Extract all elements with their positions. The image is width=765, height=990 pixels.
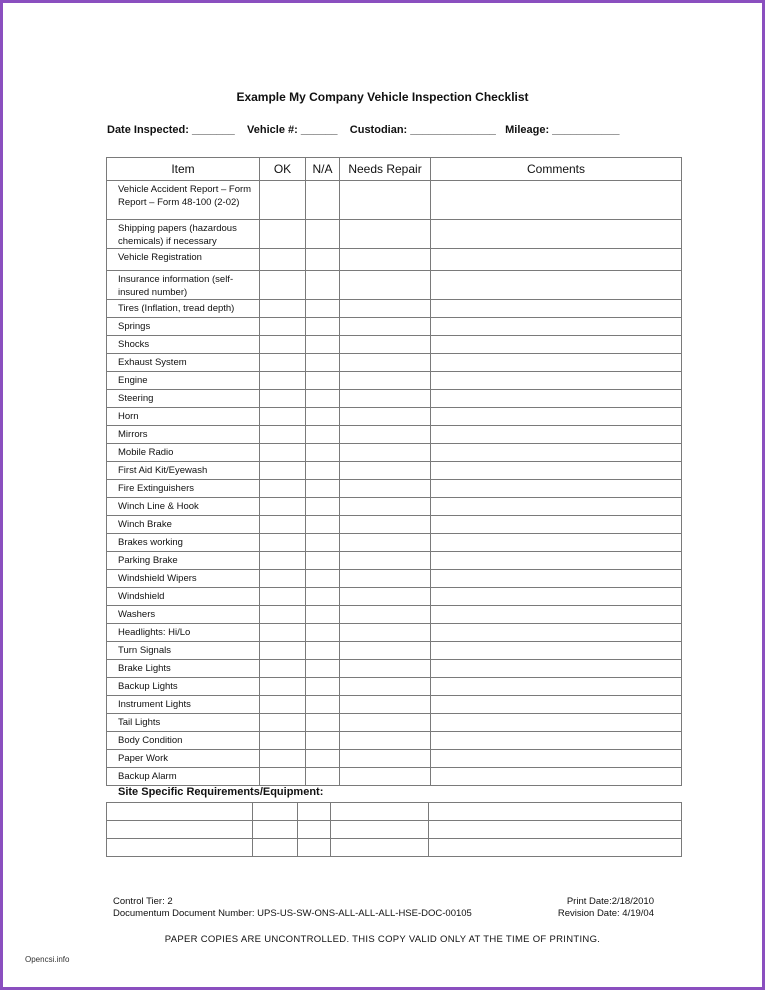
table-row — [107, 696, 682, 714]
table-row — [107, 606, 682, 624]
table-row — [107, 642, 682, 660]
table-row — [107, 588, 682, 606]
needs-repair-cell[interactable] — [340, 462, 431, 480]
revision-date: Revision Date: 4/19/04 — [557, 908, 654, 919]
na-cell[interactable] — [306, 588, 340, 606]
print-date: Print Date:2/18/2010 — [566, 896, 654, 907]
table-row — [107, 220, 682, 249]
inspection-item-label: Tires (Inflation, tread depth) — [107, 300, 260, 318]
needs-repair-cell[interactable] — [340, 220, 431, 249]
site-requirements-label: Site Specific Requirements/Equipment: — [118, 786, 324, 798]
table-row — [107, 570, 682, 588]
comments-cell[interactable] — [431, 606, 682, 624]
inspection-item-label: Instrument Lights — [107, 696, 260, 714]
na-cell[interactable] — [306, 768, 340, 786]
needs-repair-cell[interactable] — [340, 300, 431, 318]
table-row — [107, 678, 682, 696]
ok-cell[interactable] — [260, 696, 306, 714]
inspection-item-label: Shocks — [107, 336, 260, 354]
na-cell[interactable] — [306, 220, 340, 249]
na-cell[interactable] — [306, 462, 340, 480]
comments-cell[interactable] — [431, 624, 682, 642]
needs-repair-cell[interactable] — [340, 372, 431, 390]
needs-repair-cell[interactable] — [340, 516, 431, 534]
na-cell[interactable] — [306, 390, 340, 408]
comments-cell[interactable] — [431, 660, 682, 678]
needs-repair-cell[interactable] — [340, 354, 431, 372]
table-header-row — [107, 158, 682, 181]
ok-cell[interactable] — [260, 480, 306, 498]
ok-cell[interactable] — [260, 498, 306, 516]
table-row — [107, 426, 682, 444]
ok-cell[interactable] — [260, 372, 306, 390]
na-cell[interactable] — [306, 552, 340, 570]
ok-cell[interactable] — [260, 181, 306, 220]
na-cell[interactable] — [306, 696, 340, 714]
ok-cell[interactable] — [260, 220, 306, 249]
inspection-item-label: Paper Work — [107, 750, 260, 768]
na-cell[interactable] — [306, 480, 340, 498]
site-cell[interactable] — [253, 803, 298, 821]
table-row — [107, 516, 682, 534]
inspection-item-label: Backup Alarm — [107, 768, 260, 786]
date-inspected-field: Date Inspected: _______ — [107, 124, 235, 136]
inspection-item-label: Headlights: Hi/Lo — [107, 624, 260, 642]
na-cell[interactable] — [306, 660, 340, 678]
inspection-item-label: Vehicle Accident Report – Form Report – Form 48-100 (2-02) — [107, 181, 260, 220]
needs-repair-cell[interactable] — [340, 336, 431, 354]
inspection-item-label: Springs — [107, 318, 260, 336]
inspection-item-label: First Aid Kit/Eyewash — [107, 462, 260, 480]
comments-cell[interactable] — [431, 426, 682, 444]
column-header-item: Item — [107, 158, 260, 181]
footer-right — [558, 896, 654, 920]
needs-repair-cell[interactable] — [340, 444, 431, 462]
na-cell[interactable] — [306, 570, 340, 588]
ok-cell[interactable] — [260, 249, 306, 271]
site-row — [107, 803, 682, 821]
table-row — [107, 714, 682, 732]
ok-cell[interactable] — [260, 678, 306, 696]
comments-cell[interactable] — [431, 588, 682, 606]
site-cell[interactable] — [331, 821, 429, 839]
needs-repair-cell[interactable] — [340, 606, 431, 624]
inspection-item-label: Fire Extinguishers — [107, 480, 260, 498]
site-cell[interactable] — [429, 821, 682, 839]
ok-cell[interactable] — [260, 318, 306, 336]
comments-cell[interactable] — [431, 678, 682, 696]
needs-repair-cell[interactable] — [340, 408, 431, 426]
table-row — [107, 660, 682, 678]
ok-cell[interactable] — [260, 426, 306, 444]
needs-repair-cell[interactable] — [340, 624, 431, 642]
na-cell[interactable] — [306, 714, 340, 732]
needs-repair-cell[interactable] — [340, 249, 431, 271]
na-cell[interactable] — [306, 336, 340, 354]
site-row — [107, 821, 682, 839]
ok-cell[interactable] — [260, 336, 306, 354]
table-row — [107, 249, 682, 271]
comments-cell[interactable] — [431, 462, 682, 480]
inspection-item-label: Brakes working — [107, 534, 260, 552]
table-row — [107, 181, 682, 220]
inspection-item-label: Tail Lights — [107, 714, 260, 732]
vehicle-number-field: Vehicle #: ______ — [247, 124, 338, 136]
na-cell[interactable] — [306, 534, 340, 552]
ok-cell[interactable] — [260, 516, 306, 534]
ok-cell[interactable] — [260, 642, 306, 660]
ok-cell[interactable] — [260, 462, 306, 480]
inspection-item-label: Windshield — [107, 588, 260, 606]
mileage-field: Mileage: ___________ — [505, 124, 620, 136]
na-cell[interactable] — [306, 249, 340, 271]
site-cell[interactable] — [107, 803, 253, 821]
na-cell[interactable] — [306, 444, 340, 462]
needs-repair-cell[interactable] — [340, 426, 431, 444]
site-cell[interactable] — [253, 839, 298, 857]
na-cell[interactable] — [306, 318, 340, 336]
inspection-item-label: Mobile Radio — [107, 444, 260, 462]
ok-cell[interactable] — [260, 552, 306, 570]
ok-cell[interactable] — [260, 750, 306, 768]
inspection-item-label: Horn — [107, 408, 260, 426]
na-cell[interactable] — [306, 271, 340, 300]
column-header-comments: Comments — [431, 158, 682, 181]
table-row — [107, 271, 682, 300]
comments-cell[interactable] — [431, 642, 682, 660]
table-row — [107, 624, 682, 642]
comments-cell[interactable] — [431, 768, 682, 786]
ok-cell[interactable] — [260, 354, 306, 372]
needs-repair-cell[interactable] — [340, 732, 431, 750]
inspection-item-label: Washers — [107, 606, 260, 624]
needs-repair-cell[interactable] — [340, 660, 431, 678]
table-row — [107, 390, 682, 408]
comments-cell[interactable] — [431, 390, 682, 408]
needs-repair-cell[interactable] — [340, 588, 431, 606]
ok-cell[interactable] — [260, 271, 306, 300]
inspection-item-label: Exhaust System — [107, 354, 260, 372]
needs-repair-cell[interactable] — [340, 181, 431, 220]
ok-cell[interactable] — [260, 300, 306, 318]
inspection-item-label: Engine — [107, 372, 260, 390]
table-row — [107, 444, 682, 462]
table-row — [107, 768, 682, 786]
comments-cell[interactable] — [431, 714, 682, 732]
na-cell[interactable] — [306, 750, 340, 768]
comments-cell[interactable] — [431, 444, 682, 462]
comments-cell[interactable] — [431, 552, 682, 570]
comments-cell[interactable] — [431, 249, 682, 271]
na-cell[interactable] — [306, 498, 340, 516]
inspection-rows — [107, 181, 682, 786]
na-cell[interactable] — [306, 606, 340, 624]
source-watermark: Opencsi.info — [25, 955, 70, 964]
ok-cell[interactable] — [260, 444, 306, 462]
na-cell[interactable] — [306, 354, 340, 372]
table-row — [107, 498, 682, 516]
na-cell[interactable] — [306, 300, 340, 318]
table-row — [107, 480, 682, 498]
comments-cell[interactable] — [431, 516, 682, 534]
site-cell[interactable] — [298, 821, 331, 839]
inspection-item-label: Turn Signals — [107, 642, 260, 660]
inspection-item-label: Winch Line & Hook — [107, 498, 260, 516]
inspection-item-label: Parking Brake — [107, 552, 260, 570]
needs-repair-cell[interactable] — [340, 696, 431, 714]
needs-repair-cell[interactable] — [340, 271, 431, 300]
na-cell[interactable] — [306, 624, 340, 642]
comments-cell[interactable] — [431, 732, 682, 750]
na-cell[interactable] — [306, 426, 340, 444]
site-cell[interactable] — [331, 803, 429, 821]
inspection-item-label: Body Condition — [107, 732, 260, 750]
table-row — [107, 336, 682, 354]
inspection-item-label: Brake Lights — [107, 660, 260, 678]
comments-cell[interactable] — [431, 570, 682, 588]
comments-cell[interactable] — [431, 696, 682, 714]
ok-cell[interactable] — [260, 606, 306, 624]
needs-repair-cell[interactable] — [340, 750, 431, 768]
needs-repair-cell[interactable] — [340, 714, 431, 732]
table-row — [107, 408, 682, 426]
ok-cell[interactable] — [260, 768, 306, 786]
ok-cell[interactable] — [260, 624, 306, 642]
ok-cell[interactable] — [260, 588, 306, 606]
table-row — [107, 462, 682, 480]
needs-repair-cell[interactable] — [340, 534, 431, 552]
column-header-na: N/A — [306, 158, 340, 181]
needs-repair-cell[interactable] — [340, 318, 431, 336]
needs-repair-cell[interactable] — [340, 552, 431, 570]
table-row — [107, 372, 682, 390]
comments-cell[interactable] — [431, 271, 682, 300]
document-number: Documentum Document Number: UPS-US-SW-ONS-ALL-ALL-ALL-HSE-DOC-00105 — [113, 908, 472, 919]
ok-cell[interactable] — [260, 660, 306, 678]
comments-cell[interactable] — [431, 480, 682, 498]
header-fields — [107, 124, 619, 136]
comments-cell[interactable] — [431, 354, 682, 372]
inspection-table — [106, 157, 682, 786]
footer-left — [113, 896, 472, 920]
table-row — [107, 732, 682, 750]
needs-repair-cell[interactable] — [340, 642, 431, 660]
control-tier: Control Tier: 2 — [113, 896, 173, 907]
ok-cell[interactable] — [260, 714, 306, 732]
column-header-ok: OK — [260, 158, 306, 181]
inspection-item-label: Insurance information (self-insured number) — [107, 271, 260, 300]
comments-cell[interactable] — [431, 300, 682, 318]
ok-cell[interactable] — [260, 570, 306, 588]
inspection-item-label: Steering — [107, 390, 260, 408]
comments-cell[interactable] — [431, 220, 682, 249]
table-row — [107, 552, 682, 570]
na-cell[interactable] — [306, 408, 340, 426]
table-row — [107, 318, 682, 336]
needs-repair-cell[interactable] — [340, 678, 431, 696]
comments-cell[interactable] — [431, 750, 682, 768]
na-cell[interactable] — [306, 642, 340, 660]
site-cell[interactable] — [429, 803, 682, 821]
needs-repair-cell[interactable] — [340, 768, 431, 786]
site-cell[interactable] — [107, 839, 253, 857]
comments-cell[interactable] — [431, 181, 682, 220]
inspection-item-label: Windshield Wipers — [107, 570, 260, 588]
site-cell[interactable] — [298, 803, 331, 821]
site-cell[interactable] — [331, 839, 429, 857]
document-title: Example My Company Vehicle Inspection Checklist — [236, 90, 529, 104]
site-requirements-table — [106, 802, 682, 857]
site-cell[interactable] — [253, 821, 298, 839]
ok-cell[interactable] — [260, 408, 306, 426]
ok-cell[interactable] — [260, 390, 306, 408]
comments-cell[interactable] — [431, 408, 682, 426]
table-row — [107, 300, 682, 318]
needs-repair-cell[interactable] — [340, 498, 431, 516]
column-header-needs-repair: Needs Repair — [340, 158, 431, 181]
comments-cell[interactable] — [431, 336, 682, 354]
custodian-field: Custodian: ______________ — [349, 124, 496, 136]
inspection-item-label: Vehicle Registration — [107, 249, 260, 271]
inspection-item-label: Mirrors — [107, 426, 260, 444]
inspection-item-label: Backup Lights — [107, 678, 260, 696]
comments-cell[interactable] — [431, 372, 682, 390]
site-cell[interactable] — [429, 839, 682, 857]
na-cell[interactable] — [306, 372, 340, 390]
comments-cell[interactable] — [431, 534, 682, 552]
site-cell[interactable] — [298, 839, 331, 857]
table-row — [107, 750, 682, 768]
table-row — [107, 354, 682, 372]
comments-cell[interactable] — [431, 498, 682, 516]
na-cell[interactable] — [306, 732, 340, 750]
na-cell[interactable] — [306, 181, 340, 220]
needs-repair-cell[interactable] — [340, 570, 431, 588]
na-cell[interactable] — [306, 678, 340, 696]
uncontrolled-copy-notice: PAPER COPIES ARE UNCONTROLLED. THIS COPY VALID ONLY AT THE TIME OF PRINTING. — [164, 934, 601, 945]
needs-repair-cell[interactable] — [340, 480, 431, 498]
comments-cell[interactable] — [431, 318, 682, 336]
inspection-item-label: Shipping papers (hazardous chemicals) if necessary — [107, 220, 260, 249]
table-row — [107, 534, 682, 552]
inspection-item-label: Winch Brake — [107, 516, 260, 534]
needs-repair-cell[interactable] — [340, 390, 431, 408]
site-row — [107, 839, 682, 857]
site-cell[interactable] — [107, 821, 253, 839]
ok-cell[interactable] — [260, 732, 306, 750]
na-cell[interactable] — [306, 516, 340, 534]
ok-cell[interactable] — [260, 534, 306, 552]
